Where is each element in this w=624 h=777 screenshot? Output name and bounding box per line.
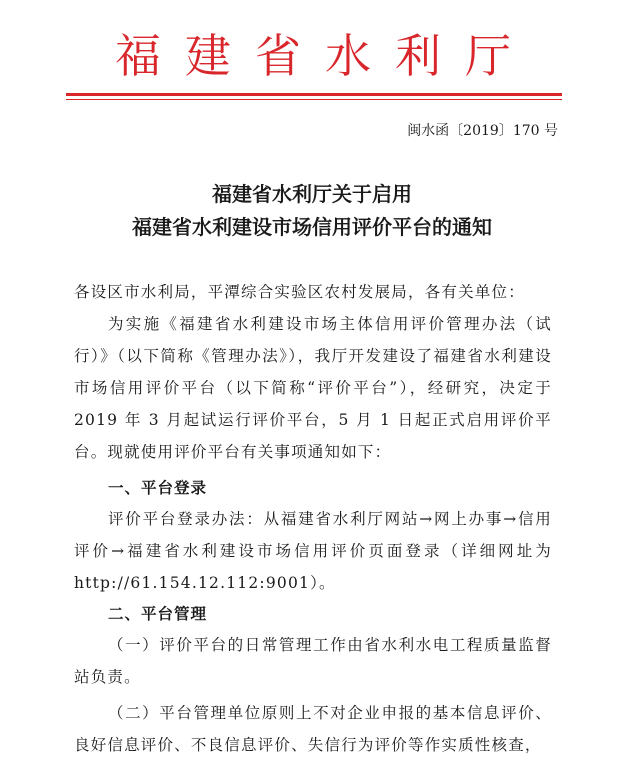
letterhead-rule-thin — [66, 99, 562, 100]
section2-item2: （二）平台管理单位原则上不对企业申报的基本信息评价、良好信息评价、不良信息评价、失信行为评价等作实质性核查， — [74, 704, 552, 754]
letterhead-title: 福建省水利厅 — [115, 29, 535, 83]
section1-heading: 一、平台登录 — [108, 479, 208, 497]
salutation: 各设区市水利局，平潭综合实验区农村发展局，各有关单位： — [74, 283, 525, 301]
section2-heading: 二、平台管理 — [108, 605, 208, 623]
section2-item1: （一）评价平台的日常管理工作由省水利水电工程质量监督站负责。 — [74, 636, 552, 686]
intro-paragraph: 为实施《福建省水利建设市场主体信用评价管理办法（试行）》（以下简称《管理办法》），我厅开发建设了福建省水利建设市场信用评价平台（以下简称“评价平台”），经研究，决定于2019 年 3 月起试运行评价平台，5 月 1 日起正式启用评价平台。现就使用评价平台有关事项通知如下： — [74, 315, 552, 461]
document-number: 闽水函〔2019〕170 号 — [407, 123, 558, 139]
document-title-line1: 福建省水利厅关于启用 — [212, 182, 412, 206]
letterhead-rule-thick — [66, 93, 562, 96]
section1-body: 评价平台登录办法：从福建省水利厅网站→网上办事→信用评价→福建省水利建设市场信用评价页面登录（详细网址为 http://61.154.12.112:9001）。 — [74, 510, 552, 592]
document-title-line2: 福建省水利建设市场信用评价平台的通知 — [132, 215, 492, 239]
